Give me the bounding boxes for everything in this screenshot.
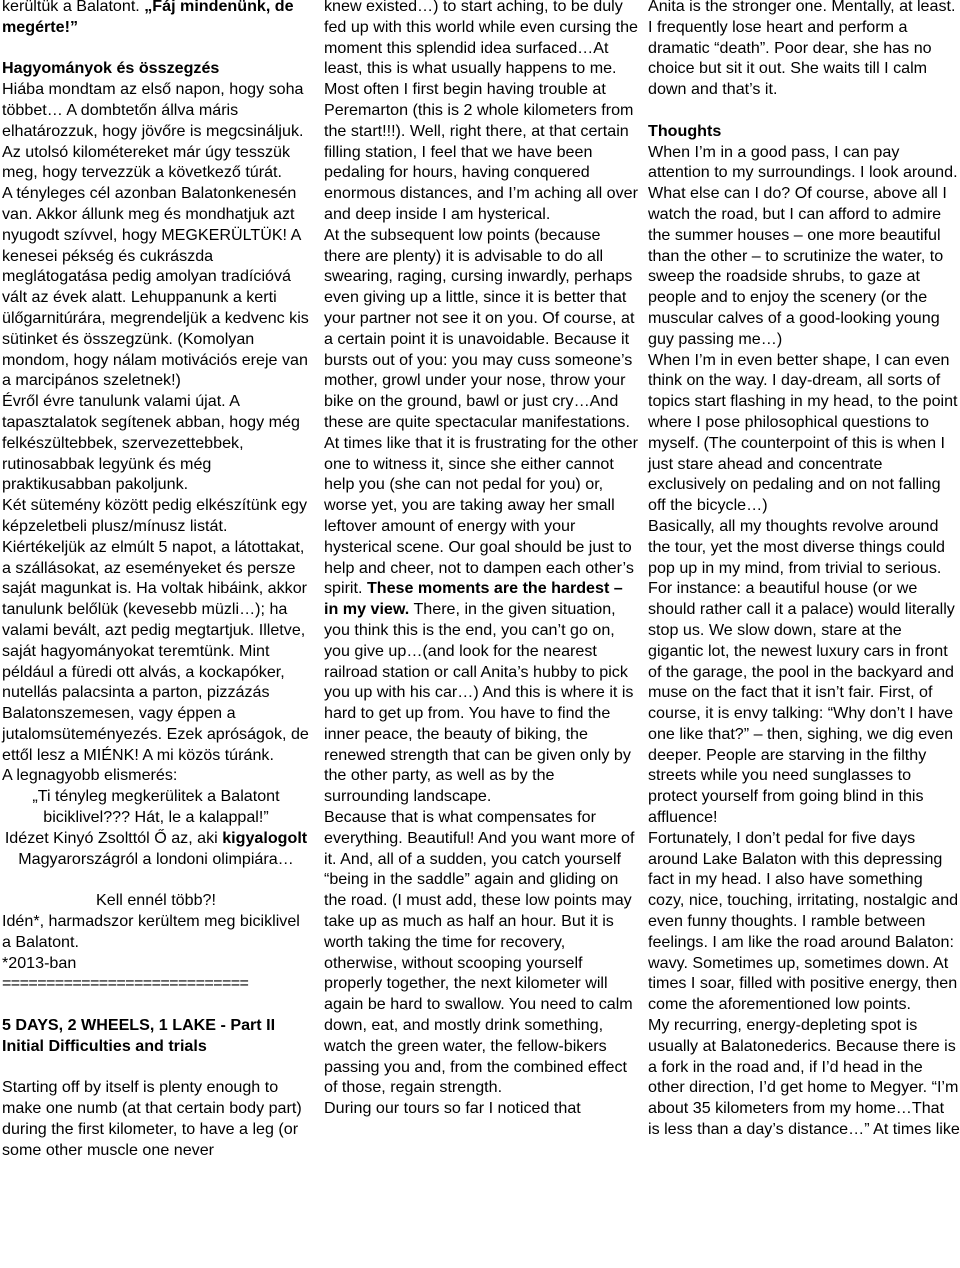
- article-subtitle: Initial Difficulties and trials: [2, 1036, 207, 1055]
- column-2: [324, 0, 638, 1119]
- closing-quote: „Fáj mindenünk, de megérte!”: [2, 0, 294, 36]
- closing-question: Kell ennél több?!: [96, 891, 216, 910]
- paragraph: My recurring, energy-depleting spot is usually at Balatonederics. Because there is a fork in the road and, if I’d head in the other direction, I’d get home to Megyer. “I’m about 35 kilometers from my home…That is less than a day’s distance…” At times like: [648, 1016, 960, 1139]
- paragraph: Basically, all my thoughts revolve around the tour, yet the most diverse things could pop up in my mind, from trivial to serious. For instance: a beautiful house (or we should rather call it a palace) would literally stop us. We slow down, stare at the gigantic lot, the newest luxury cars in front of the garage, the pool in the backyard and muse on the fact that it isn’t fair. First, of course, it is envy talking: “Why don’t I have one like that?” – then, sighing, we dig even deeper. People are starving in the filthy streets while you need sunglasses to protect yourself from going blind in this affluence!: [648, 516, 955, 827]
- citation: Idézet Kinyó Zsolttól Ő az, aki kigyalogolt Magyarországról a londoni olimpiára…: [4, 828, 308, 868]
- paragraph: kerültük a Balatont. „Fáj mindenünk, de megérte!”: [2, 0, 310, 38]
- paragraph: Anita is the stronger one. Mentally, at least. I frequently lose heart and perform a dramatic “death”. Poor dear, she has no choice but sit it out. She waits till I calm down and that’s it.: [648, 0, 956, 99]
- quote: „Ti tényleg megkerülitek a Balatont biciklivel??? Hát, le a kalappal!”: [32, 787, 280, 827]
- paragraph: A tényleges cél azonban Balatonkenesén van. Akkor állunk meg és mondhatjuk azt nyugodt szívvel, hogy MEGKERÜLTÜK! A kenesei pékség és cukrászda meglátogatása pedig amolyan tradícióvá vált az évek alatt. Lehuppanunk a kerti ülőgarnitúrára, megrendeljük a kedvenc kis sütinket és összegzünk. (Komolyan mondom, hogy nálam motivációs ereje van a marcipános szeletnek!): [2, 184, 309, 390]
- column-1: [2, 0, 310, 1161]
- paragraph: At the subsequent low points (because there are plenty) it is advisable to do all swearing, raging, cursing inwardly, perhaps even giving up a little, since it is better that your partner not see it on you. Of course, at a certain point it is unavoidable. Because it bursts out of you: you may cuss someone’s mother, growl under your nose, throw your bike on the ground, bawl or just cry…And these are quite spectacular manifestations. At times like that it is frustrating for the other one to witness it, since she either cannot help you (she can not pedal for you) or, worse yet, you are taking away her small leftover amount of energy with your hysterical scene. Our goal should be just to help and cheer, not to dampen each other’s spirit. These moments are the hardest – in my view. There, in the given situation, you think this is the end, you can’t go on, you give up…(and look for the nearest railroad station or call Anita’s hubby to pick you up with his car…) And this is where it is hard to get up from. You have to find the inner peace, the beauty of biking, the renewed strength that can be given only by the other party, as well as by the surrounding landscape.: [324, 225, 638, 806]
- article-title: 5 DAYS, 2 WHEELS, 1 LAKE - Part II: [2, 1016, 276, 1035]
- section-heading: Thoughts: [648, 121, 722, 140]
- footnote: *2013-ban: [2, 953, 77, 972]
- section-heading: Hagyományok és összegzés: [2, 59, 220, 78]
- paragraph: Két sütemény között pedig elkészítünk egy képzeletbeli plusz/mínusz listát. Kiértékeljük az elmúlt 5 napot, a látottakat, a szállásokat, az eseményeket és persze saját magunkat is. Ha voltak hibáink, akkor tanulunk belőlük (kevesebb müzli…); ha valami bevált, azt pedig megtartjuk. Illetve, saját hagyományokat teremtünk. Mint például a füredi ott alvás, a kockapóker, nutellás palacsinta a parton, pizzázás Balatonszemesen, vagy éppen a jutalomsüteményezés. Ezek apróságok, de ettől lesz a MIÉNK! A mi közös túránk.: [2, 496, 309, 764]
- emphasis: These moments are the hardest – in my view.: [324, 579, 623, 619]
- paragraph: Hiába mondtam az első napon, hogy soha többet… A dombtetőn állva máris elhatározzuk, hogy jövőre is megcsináljuk. Az utolsó kilométereket már úgy tesszük meg, hogy tervezzük a következő túrát.: [2, 80, 304, 182]
- column-3: [648, 0, 960, 1140]
- paragraph: When I’m in a good pass, I can pay attention to my surroundings. I look around. What else can I do? Of course, above all I watch the road, but I can afford to admire the summer houses – one more beautiful than the other – to scrutinize the water, to sweep the roadside shrubs, to gaze at people and to enjoy the scenery (or the muscular calves of a good-looking young guy passing me…): [648, 142, 958, 348]
- separator-line: ============================: [2, 974, 249, 993]
- paragraph: Fortunately, I don’t pedal for five days around Lake Balaton with this depressing fact in my head. I also have something cozy, nice, touching, irritating, nostalgic and even funny thoughts. I ramble between feelings. I am like the road around Balaton: wavy. Sometimes up, sometimes down. At times I soar, filled with positive energy, then come the aforementioned low points.: [648, 828, 959, 1014]
- paragraph: Idén*, harmadszor kerültem meg biciklivel a Balatont.: [2, 912, 300, 951]
- paragraph: Starting off by itself is plenty enough to make one numb (at that certain body part) during the first kilometer, to have a leg (or some other muscle one never: [2, 1078, 302, 1159]
- paragraph: When I’m in even better shape, I can even think on the way. I day-dream, all sorts of topics start flashing in my head, to the point where I pose philosophical questions to myself. (The counterpoint of this is when I just stare ahead and concentrate exclusively on pedaling and on not falling off the bicycle…): [648, 350, 958, 515]
- paragraph: A legnagyobb elismerés:: [2, 766, 178, 785]
- paragraph: Évről évre tanulunk valami újat. A tapasztalatok segítenek abban, hogy még felkészültebbek, szervezettebbek, rutinosabbak legyünk és még praktikusabban pakoljunk.: [2, 392, 300, 494]
- paragraph: knew existed…) to start aching, to be duly fed up with this world while even cursing the moment this splendid idea surfaced…At least, this is what usually happens to me. Most often I first begin having trouble at Peremarton (this is 2 whole kilometers from the start!!!). Well, right there, at that certain filling station, I feel that we have been pedaling for hours, having conquered enormous distances, and I’m aching all over and deep inside I am hysterical.: [324, 0, 638, 223]
- paragraph: Because that is what compensates for everything. Beautiful! And you want more of it. And, all of a sudden, you catch yourself “being in the saddle” again and gliding on the road. (I must add, these low points may take up as much as half an hour. But it is worth taking the time for recovery, otherwise, without scooping yourself properly together, the next kilometer will again be hard to swallow. You need to calm down, eat, and mostly drink something, watch the green water, the fellow-bikers passing you and, from the combined effect of those, regain strength.: [324, 808, 635, 1097]
- paragraph: During our tours so far I noticed that: [324, 1099, 581, 1118]
